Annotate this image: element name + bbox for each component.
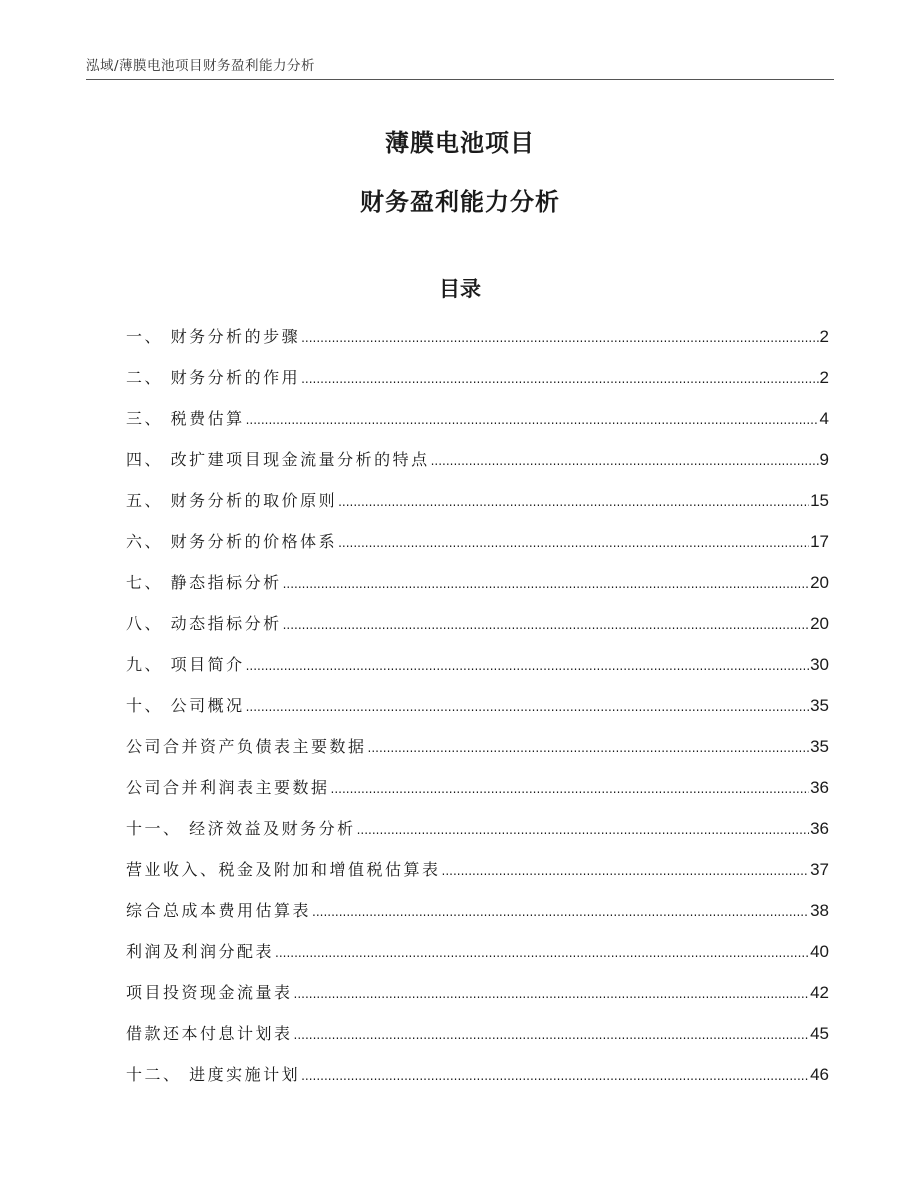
toc-dot-leader [283, 570, 809, 598]
toc-entry-page: 35 [810, 737, 829, 756]
toc-entry-label: 八、 动态指标分析 [126, 614, 282, 633]
toc-entry[interactable] [126, 856, 829, 897]
toc-entry-label: 项目投资现金流量表 [126, 983, 293, 1002]
toc-entry[interactable] [126, 610, 829, 651]
toc-entry-page: 46 [810, 1065, 829, 1084]
toc-dot-leader [338, 529, 809, 557]
toc-entry-page: 2 [819, 327, 829, 346]
toc-entry[interactable] [126, 487, 829, 528]
toc-dot-leader [294, 980, 810, 1008]
toc-entry-label: 十一、 经济效益及财务分析 [126, 819, 356, 838]
toc-entry-label: 借款还本付息计划表 [126, 1024, 293, 1043]
toc-entry-page: 38 [810, 901, 829, 920]
toc-entry-page: 45 [810, 1024, 829, 1043]
toc-entry[interactable] [126, 528, 829, 569]
toc-entry-page: 36 [810, 778, 829, 797]
toc-dot-leader [368, 734, 810, 762]
toc-dot-leader [301, 324, 818, 352]
toc-entry-page: 20 [810, 614, 829, 633]
toc-entry[interactable] [126, 323, 829, 364]
toc-entry-page: 40 [810, 942, 829, 961]
toc-entry[interactable] [126, 938, 829, 979]
toc-dot-leader [301, 365, 818, 393]
toc-entry-label: 公司合并利润表主要数据 [126, 778, 330, 797]
toc-entry-label: 十、 公司概况 [126, 696, 245, 715]
toc-dot-leader [294, 1021, 810, 1049]
toc-entry-label: 五、 财务分析的取价原则 [126, 491, 338, 510]
toc-entry-page: 20 [810, 573, 829, 592]
toc-dot-leader [246, 652, 809, 680]
toc-dot-leader [357, 816, 809, 844]
toc-dot-leader [331, 775, 810, 803]
table-of-contents [126, 323, 829, 1102]
toc-entry-label: 四、 改扩建项目现金流量分析的特点 [126, 450, 430, 469]
toc-entry[interactable] [126, 774, 829, 815]
toc-entry-label: 六、 财务分析的价格体系 [126, 532, 338, 551]
toc-entry[interactable] [126, 815, 829, 856]
toc-entry[interactable] [126, 979, 829, 1020]
toc-entry-label: 综合总成本费用估算表 [126, 901, 312, 920]
toc-entry[interactable] [126, 405, 829, 446]
header-divider [86, 79, 834, 80]
toc-entry-label: 公司合并资产负债表主要数据 [126, 737, 367, 756]
toc-entry-label: 十二、 进度实施计划 [126, 1065, 301, 1084]
toc-heading: 目录 [439, 277, 481, 301]
document-title-line-1: 薄膜电池项目 [385, 129, 535, 157]
toc-entry-label: 利润及利润分配表 [126, 942, 275, 961]
document-title-line-2: 财务盈利能力分析 [360, 188, 560, 216]
toc-dot-leader [431, 447, 819, 475]
toc-entry[interactable] [126, 897, 829, 938]
toc-entry[interactable] [126, 733, 829, 774]
toc-entry-label: 二、 财务分析的作用 [126, 368, 301, 387]
toc-entry[interactable] [126, 364, 829, 405]
toc-dot-leader [338, 488, 809, 516]
toc-entry-page: 17 [810, 532, 829, 551]
toc-entry-label: 七、 静态指标分析 [126, 573, 282, 592]
toc-dot-leader [301, 1062, 809, 1090]
toc-entry[interactable] [126, 1020, 829, 1061]
toc-entry-page: 42 [810, 983, 829, 1002]
toc-entry-label: 营业收入、税金及附加和增值税估算表 [126, 860, 441, 879]
toc-entry-page: 35 [810, 696, 829, 715]
toc-entry-label: 一、 财务分析的步骤 [126, 327, 301, 346]
toc-entry-page: 30 [810, 655, 829, 674]
toc-entry-page: 2 [819, 368, 829, 387]
toc-entry-label: 三、 税费估算 [126, 409, 245, 428]
toc-entry[interactable] [126, 692, 829, 733]
toc-dot-leader [246, 406, 819, 434]
toc-entry[interactable] [126, 569, 829, 610]
toc-entry-page: 9 [819, 450, 829, 469]
toc-dot-leader [275, 939, 809, 967]
toc-entry-page: 37 [810, 860, 829, 879]
running-header: 泓域/薄膜电池项目财务盈利能力分析 [86, 58, 316, 74]
toc-entry[interactable] [126, 651, 829, 692]
toc-entry[interactable] [126, 1061, 829, 1102]
toc-entry-page: 36 [810, 819, 829, 838]
toc-entry-page: 15 [810, 491, 829, 510]
toc-dot-leader [442, 857, 810, 885]
toc-entry[interactable] [126, 446, 829, 487]
toc-entry-page: 4 [819, 409, 829, 428]
toc-dot-leader [246, 693, 809, 721]
toc-dot-leader [283, 611, 809, 639]
toc-entry-label: 九、 项目简介 [126, 655, 245, 674]
toc-dot-leader [312, 898, 809, 926]
